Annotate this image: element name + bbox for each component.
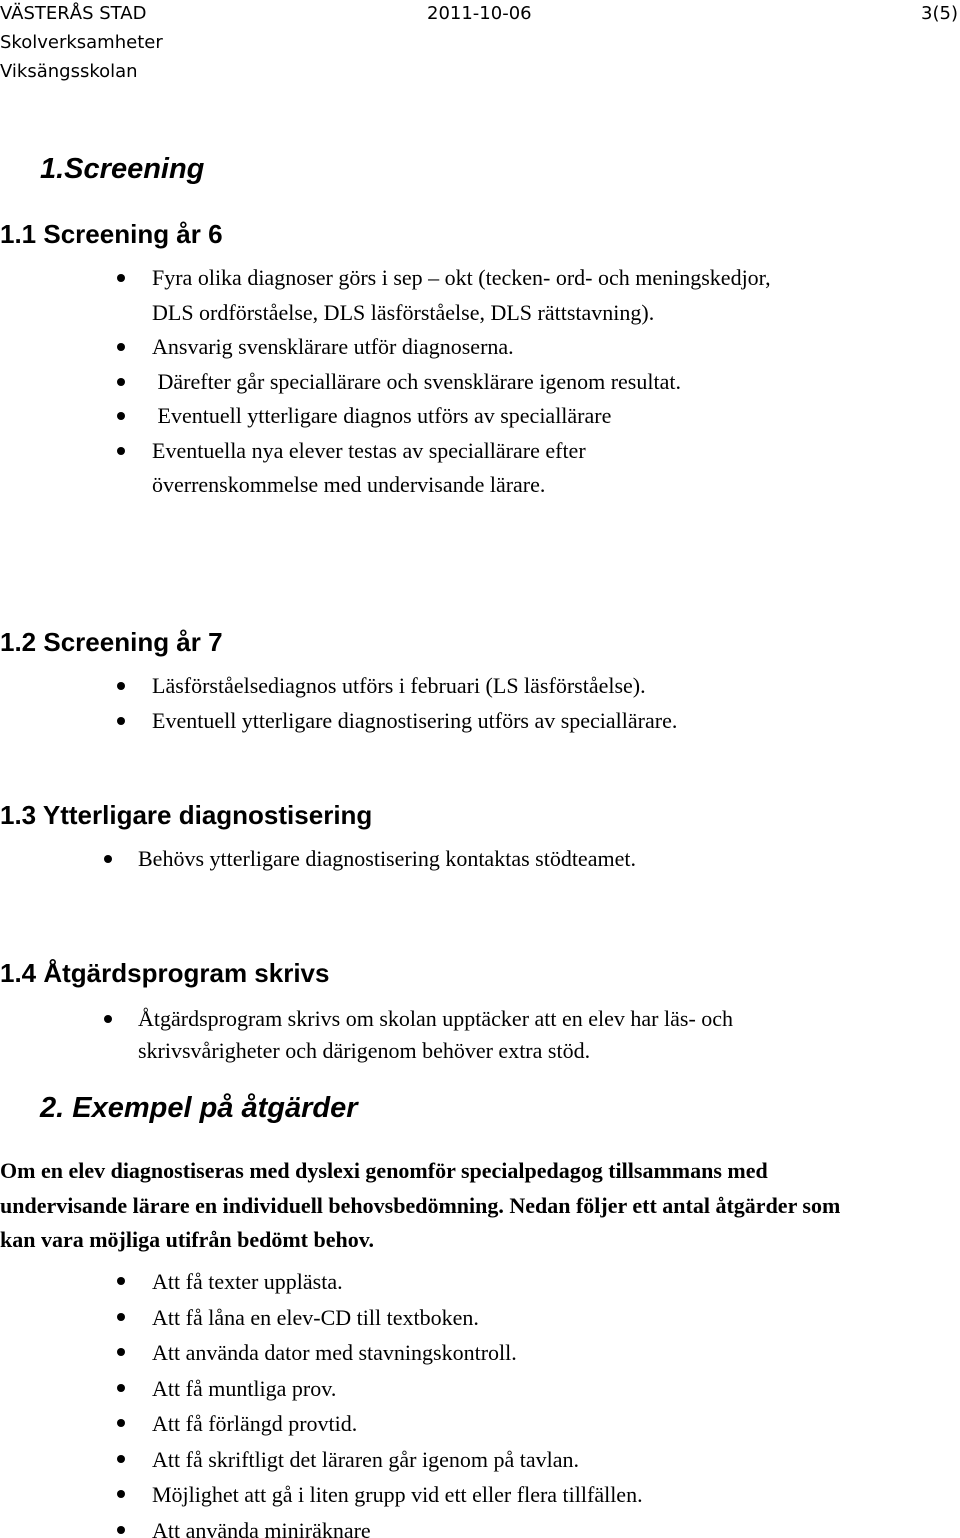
- list-item: [0, 261, 802, 330]
- list-item-text: Fyra olika diagnoser görs i sep – okt (tecken- ord- och meningskedjor, DLS ordförståelse, DLS läsförståelse, DLS rättstavning).: [152, 265, 771, 325]
- list-item-text: Åtgärdsprogram skrivs om skolan upptäcker att en elev har läs- och skrivsvårigheter och därigenom behöver extra stöd.: [138, 1006, 734, 1063]
- section-2-list: [0, 1264, 820, 1538]
- list-item-text: Eventuella nya elever testas av speciallärare efter överrenskommelse med undervisande lärare.: [152, 437, 586, 497]
- bullet-icon: [117, 717, 125, 725]
- bullet-icon: [117, 274, 125, 282]
- bullet-icon: [117, 412, 125, 420]
- list-item: [0, 1335, 820, 1371]
- list-item: [0, 1003, 788, 1067]
- subsection-1-1-list: [0, 261, 820, 503]
- list-item-text: Behövs ytterligare diagnostisering kontaktas stödteamet.: [138, 846, 636, 871]
- header-org-line-2: Skolverksamheter: [0, 32, 163, 53]
- header-page-number: 3(5): [921, 3, 958, 24]
- bullet-icon: [117, 1313, 125, 1321]
- list-item: [0, 330, 820, 365]
- list-item-text: Ansvarig svensklärare utför diagnoserna.: [152, 334, 514, 359]
- bullet-icon: [117, 1419, 125, 1427]
- subsection-1-2-list: [0, 669, 820, 738]
- bullet-icon: [117, 1348, 125, 1356]
- list-item-text: Att få texter upplästa.: [152, 1269, 343, 1294]
- list-item-text: Läsförståelsediagnos utförs i februari (LS läsförståelse).: [152, 673, 646, 698]
- list-item-text: Möjlighet att gå i liten grupp vid ett eller flera tillfällen.: [152, 1482, 643, 1507]
- page-header: [0, 0, 960, 90]
- bullet-icon: [117, 378, 125, 386]
- list-item-text: Att få muntliga prov.: [152, 1375, 337, 1401]
- list-item: [0, 704, 820, 739]
- list-item: [0, 1513, 820, 1538]
- bullet-icon: [117, 343, 125, 351]
- list-item: [0, 399, 820, 434]
- bullet-icon: [117, 447, 125, 455]
- bullet-icon: [117, 1526, 125, 1534]
- header-org-line-3: Viksängsskolan: [0, 61, 138, 82]
- bullet-icon: [117, 1490, 125, 1498]
- section-2-intro: Om en elev diagnostiseras med dyslexi genomför specialpedagog tillsammans med undervisande lärare en individuell behovsbedömning. Nedan följer ett antal åtgärder som kan vara möjliga utifrån bedömt behov.: [0, 1158, 841, 1252]
- header-organization: [0, 0, 163, 86]
- subsection-1-4-title: 1.4 Åtgärdsprogram skrivs: [0, 958, 330, 988]
- list-item: [0, 434, 702, 503]
- list-item: [0, 1264, 820, 1300]
- bullet-icon: [117, 1455, 125, 1463]
- list-item: [0, 1442, 820, 1478]
- list-item: [0, 1371, 820, 1407]
- subsection-1-1-title: 1.1 Screening år 6: [0, 219, 223, 249]
- bullet-icon: [117, 1384, 125, 1392]
- bullet-icon: [117, 682, 125, 690]
- list-item-text: Att använda miniräknare: [152, 1517, 371, 1538]
- list-item: [0, 669, 820, 704]
- header-org-line-1: VÄSTERÅS STAD: [0, 3, 147, 24]
- list-item: [0, 1300, 820, 1336]
- list-item: [0, 1477, 820, 1513]
- list-item-text: Att använda dator med stavningskontroll.: [152, 1340, 517, 1365]
- list-item-text: Att få förlängd provtid.: [152, 1411, 358, 1436]
- list-item-text: Eventuell ytterligare diagnos utförs av speciallärare: [152, 403, 612, 428]
- section-2-title: 2. Exempel på åtgärder: [40, 1092, 358, 1124]
- list-item: [0, 1406, 820, 1442]
- list-item: [0, 365, 820, 400]
- subsection-1-2-title: 1.2 Screening år 7: [0, 627, 223, 657]
- bullet-icon: [104, 1015, 112, 1023]
- list-item-text: Att få skriftligt det läraren går igenom på tavlan.: [152, 1446, 580, 1472]
- subsection-1-3-title: 1.3 Ytterligare diagnostisering: [0, 800, 373, 830]
- section-1-title: 1.Screening: [40, 153, 205, 185]
- bullet-icon: [117, 1277, 125, 1285]
- list-item-text: Att få låna en elev-CD till textboken.: [152, 1304, 479, 1330]
- list-item: [0, 842, 820, 877]
- subsection-1-4-list: [0, 1003, 820, 1067]
- header-date: 2011-10-06: [427, 3, 532, 24]
- list-item-text: Eventuell ytterligare diagnostisering utförs av speciallärare.: [152, 707, 678, 733]
- bullet-icon: [104, 855, 112, 863]
- subsection-1-3-list: [0, 842, 820, 877]
- list-item-text: Därefter går speciallärare och svensklärare igenom resultat.: [152, 368, 681, 394]
